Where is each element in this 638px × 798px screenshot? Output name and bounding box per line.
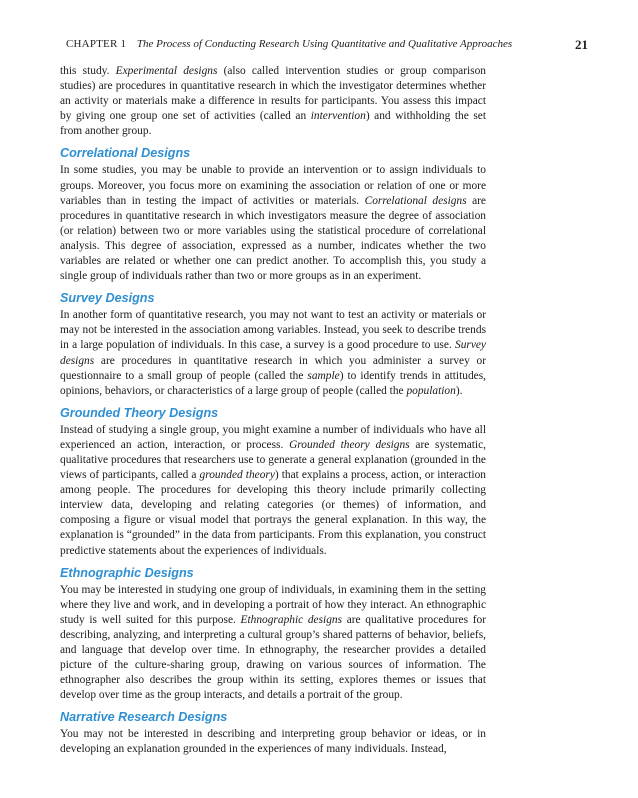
- running-title: The Process of Conducting Research Using Quantitative and Qualitative Approaches: [136, 38, 513, 50]
- text-run: are procedures in quantitative research in which investigators measure the degree of association (or relation) between two or more variables using the statistical procedure of correlational analysis. This degree of association, expressed as a number, indicates whether the two variables are related or whether one can predict another. To accomplish this, you study a single group of individuals rather than two or more groups as in an experiment.: [60, 194, 486, 283]
- text-run: ) that explains a process, action, or interaction among people. The procedures for developing this theory include primarily collecting interview data, developing and relating categories (or themes) of information, and composing a figure or visual model that portrays the general explanation. In this way, the explanation is “grounded” in the data from participants. From this explanation, you construct predictive statements about the experiences of individuals.: [60, 469, 486, 557]
- heading-grounded-theory-designs: Grounded Theory Designs: [60, 405, 219, 420]
- text-run: In some studies, you may be unable to provide an intervention or to assign individuals to groups. Moreover, you focus more on examining the association or relation of one or more variables than in testing the impact of activities or materials.: [60, 164, 486, 207]
- running-header: [66, 38, 588, 54]
- survey-paragraph: [60, 308, 486, 399]
- term-ethnographic-designs: Ethnographic designs: [240, 613, 343, 626]
- term-correlational-designs: Correlational designs: [364, 194, 467, 207]
- text-run: In another form of quantitative research, you may not want to test an activity or materials or may not be interested in the association among variables. Instead, you seek to describe trends in a large population of individuals. In this case, a survey is a good procedure to use.: [60, 309, 486, 352]
- text-run: You may not be interested in describing and interpreting group behavior or ideas, or in developing an explanation grounded in the experiences of many individuals. Instead,: [60, 728, 486, 756]
- term-grounded-theory: grounded theory: [199, 469, 275, 482]
- page-body: [60, 64, 486, 758]
- grounded-paragraph: [60, 423, 486, 559]
- term-population: population: [406, 384, 456, 397]
- term-experimental-designs: Experimental designs: [115, 65, 218, 77]
- term-survey-designs: Survey designs: [60, 339, 486, 367]
- page-number: 21: [575, 37, 588, 52]
- text-run: this study.: [60, 65, 116, 77]
- text-run: You may be interested in studying one group of individuals, in examining them in the setting where they live and work, and in developing a portrait of how they interact. An ethnographic study is well suited for this purpose.: [60, 583, 486, 626]
- chapter-label: CHAPTER 1: [66, 38, 127, 50]
- text-run: ) and withholding the set from another group.: [60, 110, 486, 138]
- term-sample: sample: [307, 369, 340, 382]
- text-run: are qualitative procedures for describing, analyzing, and interpreting a cultural group’s shared patterns of behavior, beliefs, and language that develop over time. In ethnography, the researcher provides a detailed picture of the culture-sharing group, drawing on various sources of information. The ethnographer also describes the group within its setting, explores themes or issues that develop over time as the group interacts, and details a portrait of the group.: [60, 613, 486, 702]
- text-run: Instead of studying a single group, you might examine a number of individuals who have all experienced an action, interaction, or process.: [60, 423, 486, 451]
- narrative-paragraph: [60, 727, 486, 757]
- text-run: (also called intervention studies or group comparison studies) are procedures in quantitative research in which the investigator determines whether an activity or materials make a difference in results for participants. You assess this impact by giving one group one set of activities (called an: [60, 65, 486, 123]
- ethnographic-paragraph: [60, 583, 486, 704]
- term-grounded-theory-designs: Grounded theory designs: [289, 438, 410, 451]
- intro-paragraph: [60, 64, 486, 139]
- text-run: are systematic, qualitative procedures that researchers use to generate a general explanation (grounded in the views of participants, called a: [60, 438, 486, 482]
- text-run: are procedures in quantitative research in which you administer a survey or questionnaire to a small group of people (called the: [60, 354, 486, 382]
- heading-ethnographic-designs: Ethnographic Designs: [60, 565, 194, 580]
- term-intervention: intervention: [310, 110, 366, 123]
- correlational-paragraph: [60, 163, 486, 284]
- heading-survey-designs: Survey Designs: [60, 291, 155, 306]
- heading-narrative-research-designs: Narrative Research Designs: [60, 710, 228, 725]
- text-run: ).: [455, 384, 463, 397]
- heading-correlational-designs: Correlational Designs: [60, 146, 191, 161]
- text-run: ) to identify trends in attitudes, opinions, behaviors, or characteristics of a large group of people (called the: [60, 369, 486, 397]
